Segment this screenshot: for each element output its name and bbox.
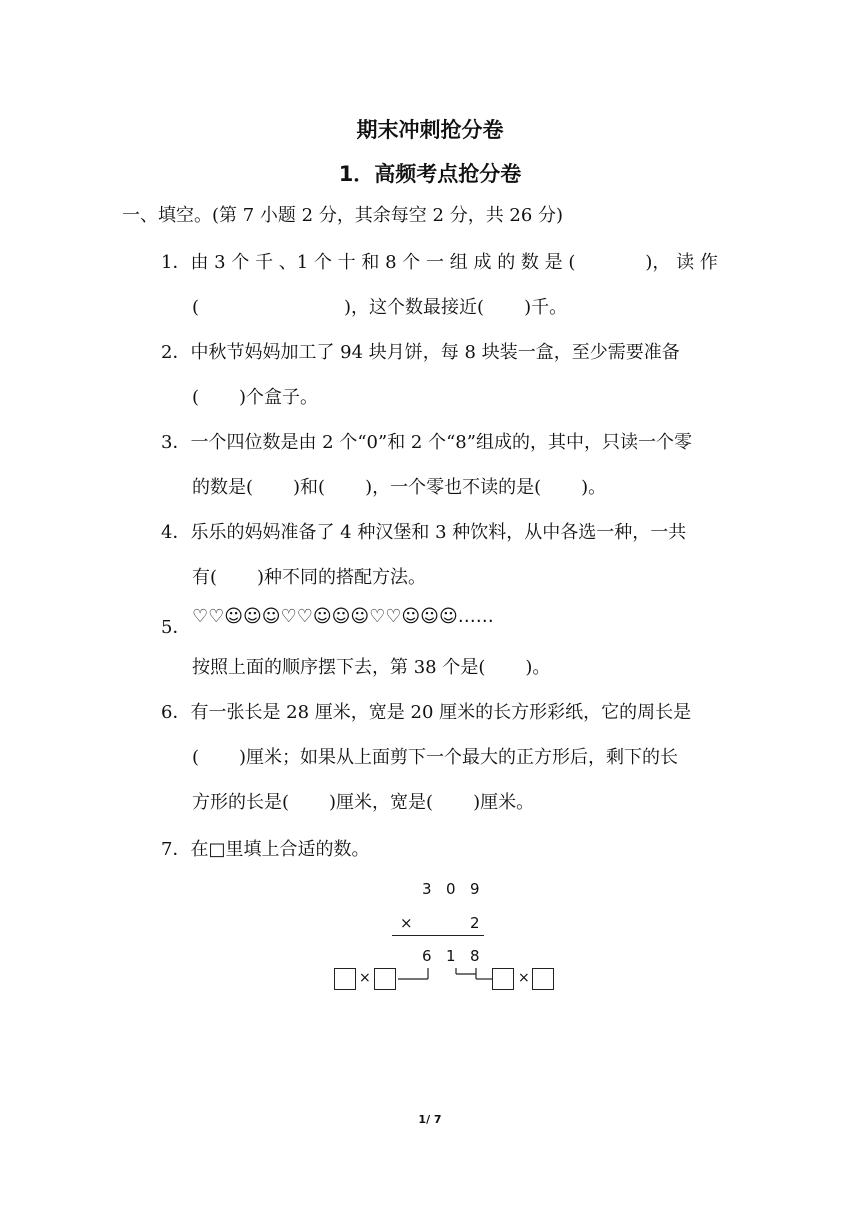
- question-6-line-1: [161, 700, 691, 726]
- page-number: 1/ 7: [418, 1113, 442, 1126]
- question-text: )，一个零也不读的是(: [365, 477, 542, 498]
- question-number: 6．: [161, 702, 191, 723]
- question-6-line-3: [192, 790, 534, 816]
- multiplicand-digit: 9: [470, 880, 480, 898]
- multiplier-digit: 2: [470, 914, 480, 932]
- question-2-line-2: [192, 385, 318, 411]
- question-text: )， 读 作: [645, 252, 718, 273]
- question-text: 方形的长是(: [192, 792, 290, 813]
- question-text: )千。: [524, 297, 568, 318]
- multiply-sign: ×: [400, 914, 413, 932]
- product-digit: 8: [470, 947, 480, 965]
- question-text: )。: [581, 477, 607, 498]
- times-sign: ×: [518, 970, 530, 986]
- question-text: 乐乐的妈妈准备了 4 种汉堡和 3 种饮料，从中各选一种，一共: [190, 522, 687, 543]
- question-3-line-1: [161, 430, 692, 456]
- question-number: 3．: [161, 432, 191, 453]
- question-text: )，这个数最接近(: [344, 297, 485, 318]
- section-heading: 一、填空。(第 7 小题 2 分，其余每空 2 分，共 26 分): [122, 205, 564, 226]
- question-text: 在□里填上合适的数。: [190, 839, 370, 860]
- question-text: 的数是(: [192, 477, 254, 498]
- heart-smiley-pattern: [192, 606, 494, 627]
- times-sign: ×: [359, 970, 371, 986]
- page-subtitle: 1．高频考点抢分卷: [338, 162, 522, 186]
- question-1-line-2: [192, 295, 567, 321]
- question-text: 一个四位数是由 2 个“0”和 2 个“8”组成的，其中，只读一个零: [190, 432, 692, 453]
- question-6-line-2: [192, 745, 678, 771]
- question-text: )厘米，宽是(: [329, 792, 434, 813]
- question-2-line-1: [161, 340, 680, 366]
- question-text: 按照上面的顺序摆下去，第 38 个是(: [192, 657, 486, 678]
- question-text: )厘米。: [473, 792, 535, 813]
- question-text: )和(: [293, 477, 326, 498]
- question-1-line-1: [161, 250, 718, 276]
- multiplication-diagram: [330, 870, 570, 1000]
- question-text: 有(: [192, 567, 218, 588]
- question-text: (: [192, 747, 200, 768]
- question-7-line-1: [161, 837, 369, 863]
- product-digit: 6: [422, 947, 432, 965]
- question-text: )厘米；如果从上面剪下一个最大的正方形后，剩下的长: [239, 747, 679, 768]
- question-text: (: [192, 387, 200, 408]
- question-4-line-1: [161, 520, 686, 546]
- answer-box[interactable]: [532, 968, 554, 990]
- product-digit: 1: [446, 947, 456, 965]
- answer-box[interactable]: [492, 968, 514, 990]
- page-title: 期末冲刺抢分卷: [356, 118, 504, 142]
- question-text: )种不同的搭配方法。: [257, 567, 427, 588]
- answer-box[interactable]: [334, 968, 356, 990]
- question-number: 2．: [161, 342, 191, 363]
- question-text: )。: [525, 657, 551, 678]
- question-number: 1．: [161, 252, 191, 273]
- question-4-line-2: [192, 565, 426, 591]
- question-number: 7．: [161, 839, 191, 860]
- question-text: (: [192, 297, 200, 318]
- question-5-number: 5．: [161, 617, 191, 638]
- question-text: 中秋节妈妈加工了 94 块月饼，每 8 块装一盒，至少需要准备: [190, 342, 680, 363]
- question-3-line-2: [192, 475, 606, 501]
- question-number: 4．: [161, 522, 191, 543]
- question-text: 由 3 个 千 、1 个 十 和 8 个 一 组 成 的 数 是 (: [190, 252, 576, 273]
- question-text: )个盒子。: [239, 387, 319, 408]
- pattern-icons: ♡♡☺☺☺♡♡☺☺☺♡♡☺☺☺……: [192, 606, 494, 627]
- multiplicand-digit: 3: [422, 880, 432, 898]
- multiplicand-digit: 0: [446, 880, 456, 898]
- question-text: 有一张长是 28 厘米，宽是 20 厘米的长方形彩纸，它的周长是: [190, 702, 692, 723]
- question-5-line-2: [192, 655, 550, 681]
- answer-box[interactable]: [374, 968, 396, 990]
